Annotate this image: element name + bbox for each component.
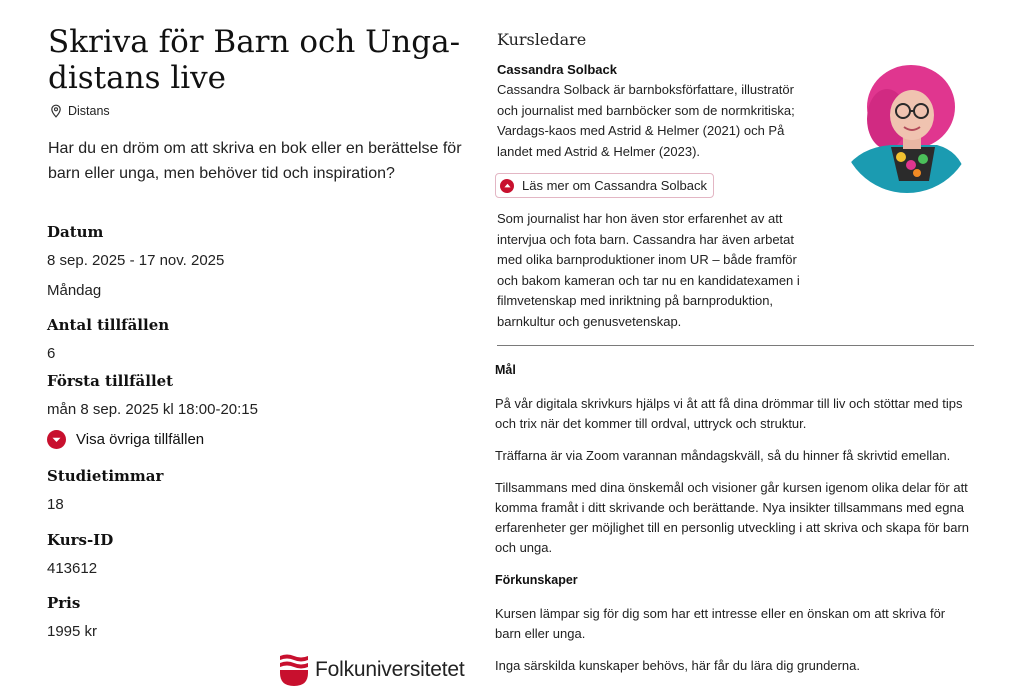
datum-label: Datum bbox=[47, 223, 104, 241]
datum-value: 8 sep. 2025 - 17 nov. 2025 bbox=[47, 252, 225, 269]
read-more-teacher-button[interactable] bbox=[495, 173, 714, 198]
folkuniversitetet-logo bbox=[279, 653, 465, 687]
show-more-sessions-button[interactable] bbox=[47, 430, 204, 449]
studietimmar-value: 18 bbox=[47, 496, 64, 513]
antal-value: 6 bbox=[47, 345, 56, 362]
forsta-value: mån 8 sep. 2025 kl 18:00-20:15 bbox=[47, 401, 258, 418]
page-title: Skriva för Barn och Unga- distans live bbox=[48, 24, 461, 96]
logo-emblem-icon bbox=[279, 653, 309, 687]
show-more-label: Visa övriga tillfällen bbox=[76, 431, 205, 448]
pris-label: Pris bbox=[47, 594, 81, 612]
teacher-bio: Cassandra Solback är barnboksförfattare, illustratör och journalist med barnböcker som de normkritiska; Vardags-kaos med Astrid & Helmer (2021) och På landet med Astrid & Helmer (2023). bbox=[497, 82, 795, 159]
section-divider bbox=[497, 345, 974, 346]
goals-paragraph-2: Träffarna är via Zoom varannan måndagskväll, så du hinner få skrivtid emellan. bbox=[495, 448, 951, 463]
course-location bbox=[50, 104, 110, 118]
prerequisites-paragraph-1: Kursen lämpar sig för dig som har ett intresse eller en önskan om att skriva för barn eller unga. bbox=[495, 606, 946, 641]
brand-name: Folkuniversitetet bbox=[315, 658, 465, 681]
chevron-up-icon bbox=[500, 179, 514, 193]
pris-value: 1995 kr bbox=[47, 623, 98, 640]
read-more-label: Läs mer om Cassandra Solback bbox=[522, 178, 707, 193]
course-intro: Har du en dröm om att skriva en bok eller en berättelse för barn eller unga, men behöver tid och inspiration? bbox=[48, 140, 462, 182]
location-text: Distans bbox=[68, 104, 110, 118]
forsta-label: Första tillfället bbox=[47, 372, 174, 390]
kursid-label: Kurs-ID bbox=[47, 531, 114, 549]
chevron-down-icon bbox=[47, 430, 66, 449]
studietimmar-label: Studietimmar bbox=[47, 467, 164, 485]
goals-paragraph-1: På vår digitala skrivkurs hjälps vi åt att få dina drömmar till liv och stöttar med tips och trix när det kommer till ordval, uttryck och struktur. bbox=[495, 396, 963, 431]
antal-label: Antal tillfällen bbox=[47, 316, 170, 334]
kursid-value: 413612 bbox=[47, 560, 98, 577]
weekday-value: Måndag bbox=[47, 282, 102, 299]
prerequisites-heading: Förkunskaper bbox=[495, 573, 578, 587]
goals-paragraph-3: Tillsammans med dina önskemål och visioner går kursen igenom olika delar för att komma framåt i ditt skrivande och berättande. Nya insikter tillsammans med egna erfarenheter ger möjlighet till en personlig utveckling i att skriva och skapa för barn och unga. bbox=[495, 480, 970, 555]
teacher-extended-bio: Som journalist har hon även stor erfarenhet av att intervjua och fota barn. Cassandra har även arbetat med olika barnproduktioner inom UR – både framför och bakom kameran och tar nu en kandidatexamen i filmvetenskap med inriktning på barnproduktion, barnkultur och genusvetenskap. bbox=[497, 211, 800, 329]
kursledare-heading: Kursledare bbox=[497, 30, 587, 49]
goals-heading: Mål bbox=[495, 363, 516, 377]
teacher-avatar bbox=[841, 61, 973, 193]
location-pin-icon bbox=[50, 104, 62, 118]
teacher-name: Cassandra Solback bbox=[497, 62, 617, 77]
prerequisites-paragraph-2: Inga särskilda kunskaper behövs, här får du lära dig grunderna. bbox=[495, 658, 860, 673]
